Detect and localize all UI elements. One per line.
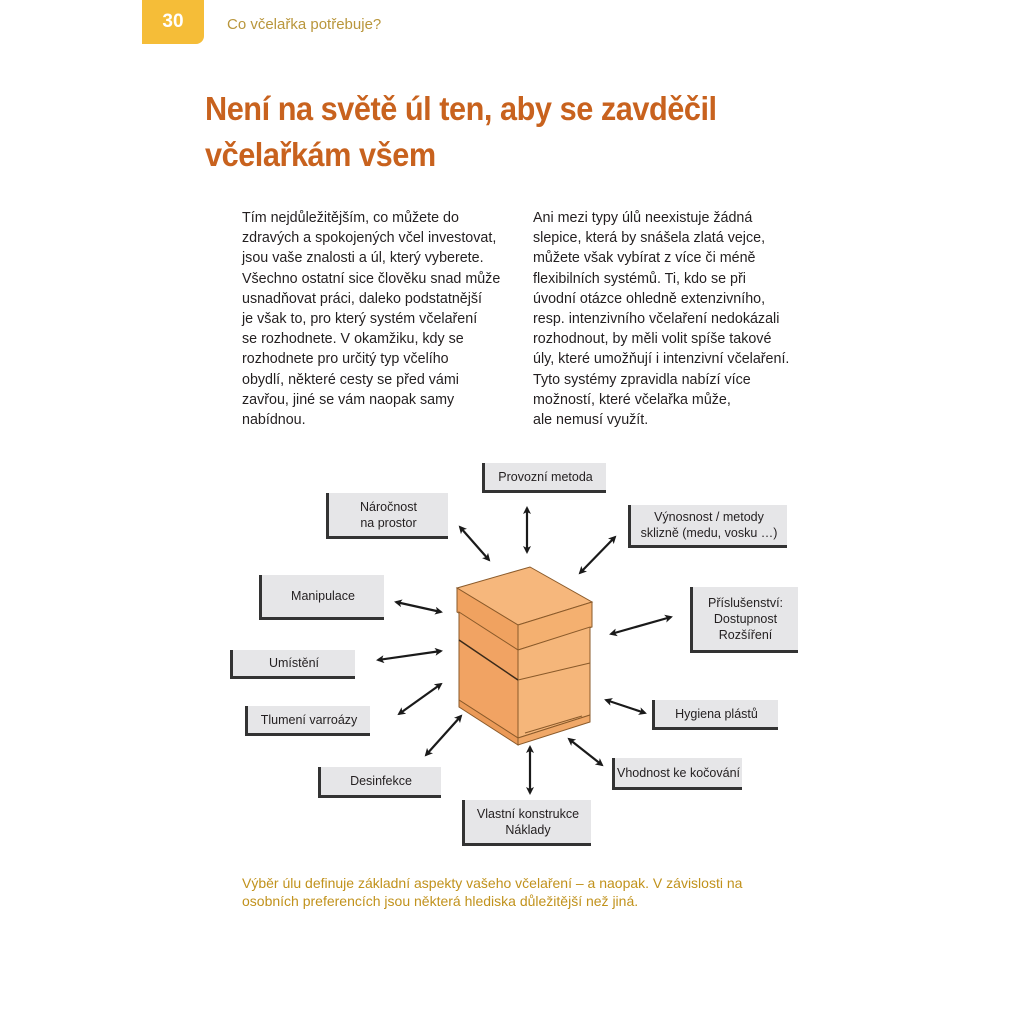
arrow-umisteni	[378, 651, 441, 660]
arrow-narocnost	[460, 527, 489, 560]
running-head: Co včelařka potřebuje?	[227, 16, 382, 33]
label-desinfekce: Desinfekce	[318, 767, 441, 798]
label-prislusenstvi: Příslušenství: Dostupnost Rozšíření	[690, 587, 798, 653]
page-title: Není na světě úl ten, aby se zavděčil včelařkám všem	[205, 90, 717, 173]
beehive-illustration	[457, 567, 592, 745]
label-vhodnost-ke-kocovani: Vhodnost ke kočování	[612, 758, 742, 790]
label-hygiena-plastu: Hygiena plástů	[652, 700, 778, 730]
body-column-1: Tím nejdůležitějším, co můžete do zdravých a spokojených včel investovat, jsou vaše znalosti a úl, který vyberete. Všechno ostatní sice člověku snad může usnadňovat práci, daleko podstatnější je však to, pro který systém včelaření se rozhodnete. V okamžiku, kdy se rozhodnete pro určitý typ včelího obydlí, některé cesty se před vámi zavřou, jiné se vám naopak samy nabídnou.	[242, 210, 501, 429]
label-narocnost-na-prostor: Náročnost na prostor	[326, 493, 448, 539]
label-manipulace: Manipulace	[259, 575, 384, 620]
arrow-vynosnost	[580, 537, 615, 573]
page-number: 30	[142, 0, 204, 44]
arrow-prislusenstvi	[611, 617, 671, 634]
arrow-desinfekce	[426, 716, 461, 755]
label-tlumeni-varroazy: Tlumení varroázy	[245, 706, 370, 736]
label-vlastni-konstrukce: Vlastní konstrukce Náklady	[462, 800, 591, 846]
label-provozni-metoda: Provozní metoda	[482, 463, 606, 493]
label-vynosnost: Výnosnost / metody sklizně (medu, vosku …)	[628, 505, 787, 548]
figure-caption: Výběr úlu definuje základní aspekty vašeho včelaření – a naopak. V závislosti na osobních preferencích jsou některá hlediska důležitější než jiná.	[242, 875, 743, 909]
arrow-vhodnost	[569, 739, 602, 765]
body-column-2: Ani mezi typy úlů neexistuje žádná slepice, která by snášela zlatá vejce, můžete však vybírat z více či méně flexibilních systémů. Ti, kdo se při úvodní otázce ohledně extenzivního, resp. intenzivního včelaření nedokázali rozhodnout, by měli volit spíše takové úly, které umožňují i intenzivní včelaření. Tyto systémy zpravidla nabízí více možností, které včelařka může, ale nemusí využít.	[533, 210, 790, 429]
label-umisteni: Umístění	[230, 650, 355, 679]
arrow-manipulace	[396, 602, 441, 612]
arrow-hygiena	[606, 700, 645, 713]
arrow-tlumeni	[399, 684, 441, 714]
